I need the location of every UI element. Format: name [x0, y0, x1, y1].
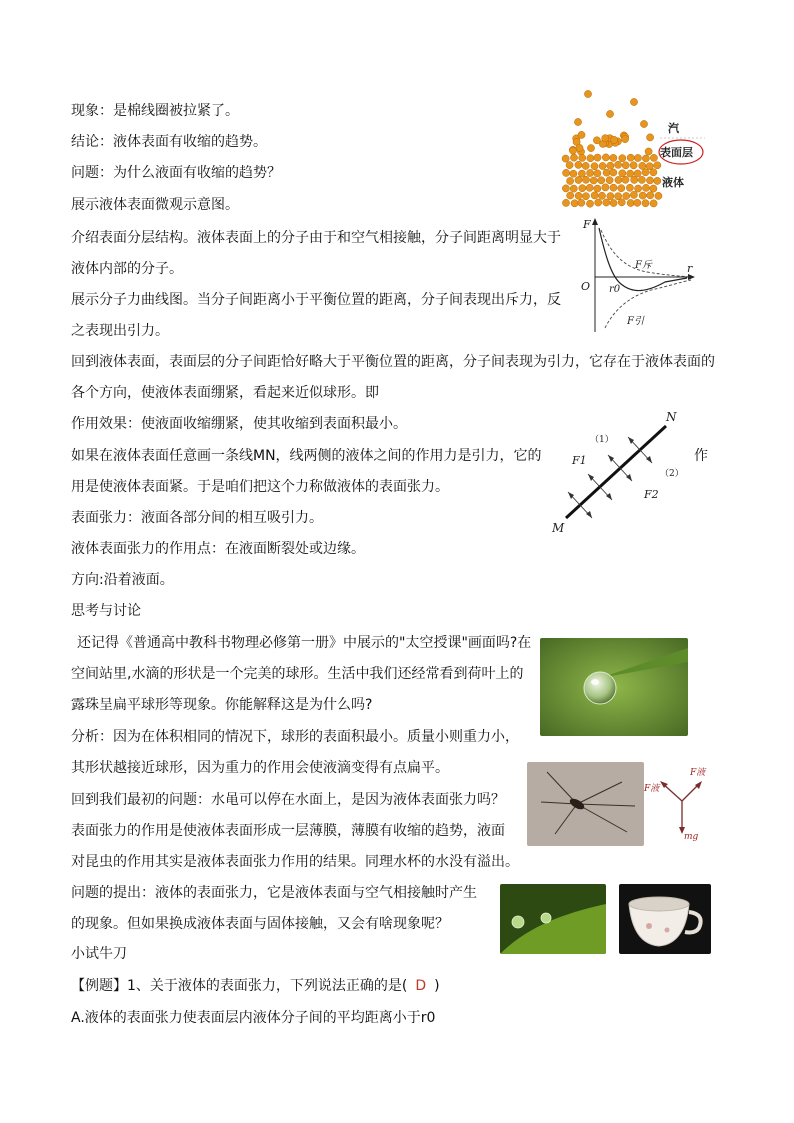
molecule-dot	[599, 162, 606, 169]
molecule-dot	[569, 147, 576, 154]
n-label: N	[666, 410, 677, 424]
molecule-dot	[646, 177, 653, 184]
molecule-dot	[591, 192, 598, 199]
molecule-dot	[647, 134, 654, 141]
molecule-dot	[603, 199, 610, 206]
molecule-dot	[634, 199, 641, 206]
molecule-dot	[642, 169, 649, 176]
molecule-dot	[615, 176, 622, 183]
text-line: 用是使液体表面紧。于是咱们把这个力称做液体的表面张力。	[71, 479, 449, 495]
molecule-dot	[591, 163, 598, 170]
molecule-dot	[593, 137, 600, 144]
text-line: 液体表面张力的作用点：在液面断裂处或边缘。	[71, 541, 365, 557]
molecule-dot	[650, 169, 657, 176]
molecule-dot	[647, 192, 654, 199]
molecule-dots	[562, 90, 662, 207]
text-line: 作用效果：使液面收缩绷紧，使其收缩到表面积最小。	[71, 416, 407, 432]
text-line: 回到液体表面，表面层的分子间距恰好略大于平衡位置的距离，分子间表现为引力，它存在于液体表面的	[71, 354, 715, 370]
section-heading: 小试牛刀	[71, 946, 127, 962]
mg-label: mg	[684, 832, 699, 841]
molecule-dot	[587, 145, 594, 152]
molecule-dot	[650, 185, 657, 192]
molecule-dot	[571, 200, 578, 207]
molecule-dot	[654, 177, 661, 184]
text-line: 作	[694, 448, 708, 464]
molecule-dot	[634, 170, 641, 177]
text-line: 问题的提出：液体的表面张力，它是液体表面与空气相接触时产生	[71, 885, 477, 901]
text-line: 液体内部的分子。	[71, 261, 183, 277]
f1-label: F1	[572, 454, 587, 467]
molecule-dot	[626, 184, 633, 191]
molecule-dot	[611, 136, 618, 143]
water-strider-photo	[527, 762, 644, 846]
molecule-dot	[594, 170, 601, 177]
text-line: 展示分子力曲线图。当分子间距离小于平衡位置的距离，分子间表现出斥力，反	[71, 292, 561, 308]
molecule-dot	[635, 185, 642, 192]
text-line: 空间站里,水滴的形状是一个完美的球形。生活中我们还经常看到荷叶上的	[71, 666, 524, 682]
molecule-dot	[654, 162, 661, 169]
side1-label: （1）	[590, 435, 614, 445]
molecular-force-graph	[575, 214, 705, 338]
f-axis-label: F	[583, 218, 591, 231]
molecule-dot	[570, 170, 577, 177]
molecule-dot	[578, 199, 585, 206]
molecule-dot	[630, 98, 637, 105]
molecule-dot	[618, 185, 625, 192]
molecule-dot	[634, 154, 641, 161]
molecule-dot	[622, 176, 629, 183]
molecule-dot	[619, 170, 626, 177]
molecule-dot	[579, 154, 586, 161]
origin-label: O	[581, 280, 591, 293]
example-question	[71, 976, 440, 996]
molecule-dot	[598, 177, 605, 184]
molecule-dot	[642, 155, 649, 162]
molecule-dot	[622, 162, 629, 169]
text-line: 如果在液体表面任意画一条线MN，线两侧的液体之间的作用力是引力，它的	[71, 448, 542, 464]
droplet	[541, 913, 551, 923]
molecule-dot	[586, 200, 593, 207]
m-label: M	[552, 521, 565, 535]
molecule-dot	[587, 169, 594, 176]
text-line: 结论：液体表面有收缩的趋势。	[71, 134, 267, 150]
molecule-dot	[630, 191, 637, 198]
molecule-dot	[639, 162, 646, 169]
molecule-dot	[586, 184, 593, 191]
molecule-dot	[655, 192, 662, 199]
molecule-dot	[650, 154, 657, 161]
molecule-dot	[584, 90, 591, 97]
cup-rim	[629, 897, 689, 911]
text-line: 回到我们最初的问题：水黾可以停在水面上，是因为液体表面张力吗？	[71, 792, 505, 808]
molecule-dot	[607, 193, 614, 200]
molecule-dot	[570, 185, 577, 192]
molecule-dot	[622, 136, 629, 143]
molecule-dot	[562, 199, 569, 206]
molecule-dot	[563, 169, 570, 176]
molecule-dot	[562, 155, 569, 162]
text-line: 问题：为什么液面有收缩的趋势？	[71, 165, 281, 181]
molecule-dot	[603, 169, 610, 176]
text-line: 方向:沿着液面。	[71, 572, 174, 588]
text-line: 展示液体表面微观示意图。	[71, 197, 239, 213]
vapor-label: 汽	[668, 122, 679, 135]
force-balance-figure	[642, 765, 708, 841]
r0-label: r0	[609, 284, 621, 295]
molecule-dot	[576, 144, 583, 151]
section-heading: 思考与讨论	[71, 603, 141, 619]
text-line: 现象：是棉线圈被拉紧了。	[71, 103, 239, 119]
line-mn	[566, 426, 666, 518]
dewdrop-photo	[540, 638, 688, 736]
molecule-dot	[610, 199, 617, 206]
text-line: 表面张力的作用是使液体表面形成一层薄膜，薄膜有收缩的趋势，液面	[71, 823, 505, 839]
molecule-dot	[640, 120, 647, 127]
molecule-dot	[582, 176, 589, 183]
molecule-dot	[650, 200, 657, 207]
molecule-dot	[627, 170, 634, 177]
molecule-dot	[639, 192, 646, 199]
example-prefix: 【例题】1、关于液体的表面张力，下列说法正确的是(	[71, 978, 408, 994]
droplet	[512, 916, 524, 928]
molecule-dot	[602, 184, 609, 191]
example-answer: D	[415, 978, 427, 994]
molecule-dot	[567, 177, 574, 184]
water-drop	[584, 672, 616, 704]
molecule-dot	[574, 118, 581, 125]
molecule-dot	[642, 184, 649, 191]
molecule-dot	[623, 192, 630, 199]
cup-photo	[619, 884, 711, 954]
molecule-dot	[598, 192, 605, 199]
molecule-dot	[606, 110, 613, 117]
r-axis-label: r	[687, 262, 693, 275]
molecule-dot	[606, 177, 613, 184]
molecule-dot	[630, 162, 637, 169]
molecule-dot	[619, 155, 626, 162]
text-line: 表面张力：液面各部分间的相互吸引力。	[71, 510, 323, 526]
molecule-dot	[595, 199, 602, 206]
molecule-dot	[567, 192, 574, 199]
molecule-dot	[631, 176, 638, 183]
f-left-label: F液	[644, 784, 660, 794]
molecule-dot	[627, 199, 634, 206]
liquid-label: 液体	[662, 176, 684, 189]
molecule-dot	[570, 154, 577, 161]
text-line: 对昆虫的作用其实是液体表面张力作用的结果。同理水杯的水没有溢出。	[71, 854, 519, 870]
molecule-dot	[562, 185, 569, 192]
molecule-dot	[582, 162, 589, 169]
surface-molecule-figure	[560, 88, 710, 218]
surface-layer-label: 表面层	[660, 146, 693, 159]
molecule-dot	[594, 185, 601, 192]
molecule-dot	[642, 200, 649, 207]
text-line: 各个方向，使液体表面绷紧，看起来近似球形。即	[71, 385, 379, 401]
molecule-dot	[607, 162, 614, 169]
f-attract-label: F引	[627, 316, 644, 327]
f2-label: F2	[644, 488, 659, 501]
molecule-dot	[566, 162, 573, 169]
text-line: 之表现出引力。	[71, 323, 169, 339]
molecule-dot	[575, 161, 582, 168]
text-line: 分析：因为在体积相同的情况下，球形的表面积最小。质量小则重力小，	[71, 729, 519, 745]
f-right-label: F液	[690, 768, 706, 778]
molecule-dot	[587, 155, 594, 162]
molecule-dot	[638, 176, 645, 183]
option-a: A.液体的表面张力使表面层内液体分子间的平均距离小于r0	[71, 1010, 436, 1026]
text-line: 介绍表面分层结构。液体表面上的分子由于和空气相接触，分子间距离明显大于	[71, 230, 561, 246]
molecule-dot	[602, 135, 609, 142]
molecule-dot	[582, 193, 589, 200]
molecule-dot	[645, 148, 652, 155]
surface-tension-mn-figure	[550, 408, 690, 538]
molecule-dot	[610, 169, 617, 176]
molecule-dot	[610, 184, 617, 191]
molecule-dot	[578, 131, 585, 138]
molecule-dot	[575, 192, 582, 199]
molecule-dot	[602, 154, 609, 161]
molecule-dot	[590, 177, 597, 184]
side2-label: （2）	[660, 469, 684, 479]
molecule-dot	[578, 170, 585, 177]
molecule-dot	[627, 154, 634, 161]
text-line: 露珠呈扁平球形等现象。你能解释这是为什么吗?	[71, 697, 373, 713]
text-line: 的现象。但如果换成液体表面与固体接触，又会有啥现象呢？	[71, 916, 449, 932]
example-suffix: )	[434, 978, 440, 994]
molecule-dot	[615, 161, 622, 168]
leaf-droplets-photo	[500, 884, 606, 954]
molecule-dot	[610, 154, 617, 161]
f-repel-label: F斥	[635, 260, 652, 271]
molecule-dot	[575, 176, 582, 183]
molecule-dot	[618, 199, 625, 206]
text-line: 还记得《普通高中教科书物理必修第一册》中展示的"太空授课"画面吗?在	[77, 635, 532, 651]
text-line: 其形状越接近球形，因为重力的作用会使液滴变得有点扁平。	[71, 760, 449, 776]
molecule-dot	[579, 185, 586, 192]
molecule-dot	[594, 154, 601, 161]
